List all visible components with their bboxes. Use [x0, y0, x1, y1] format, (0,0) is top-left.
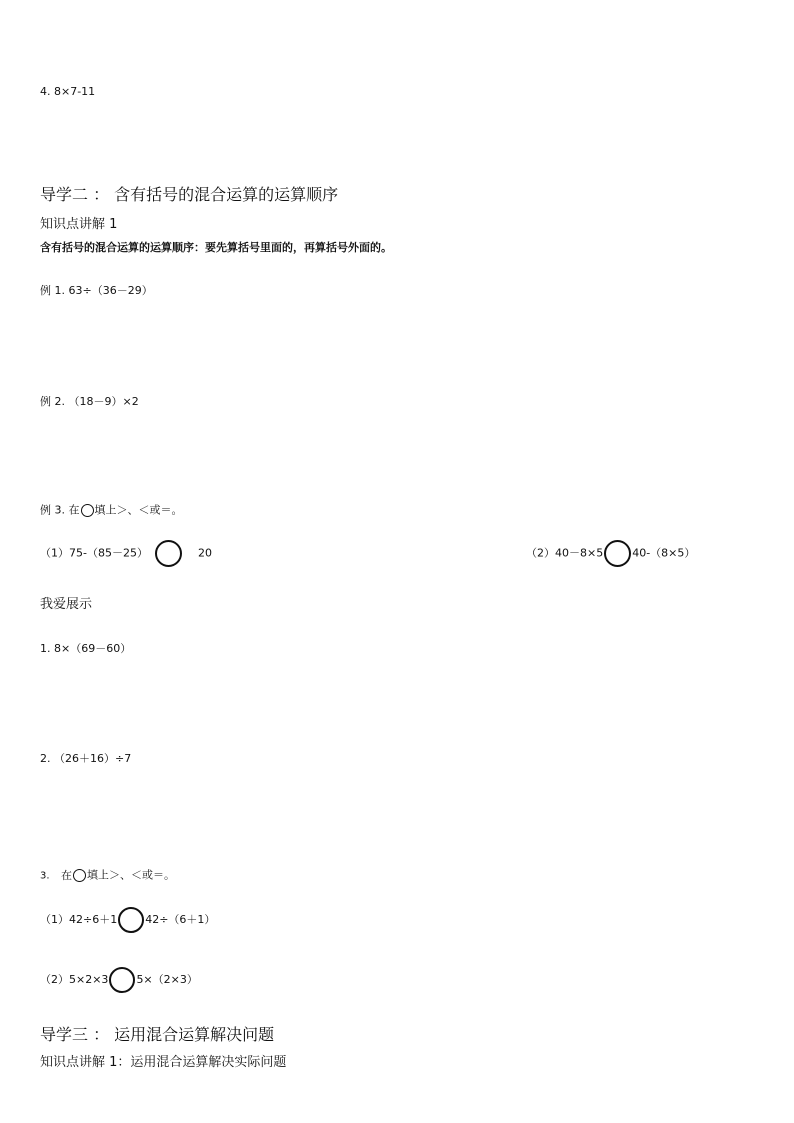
example-3-problem-1 — [40, 540, 212, 567]
example-3-suffix: 填上＞、＜或＝。 — [94, 503, 183, 517]
showcase-question-2: 2. （26＋16）÷7 — [40, 752, 132, 765]
answer-circle-blank[interactable] — [604, 540, 631, 567]
showcase-question-1: 1. 8×（69－60） — [40, 642, 132, 655]
showcase-question-3-problem-2 — [40, 967, 198, 993]
example-3-problem-2-right: 40-（8×5） — [632, 546, 696, 560]
example-3-prefix: 例 3. 在 — [40, 503, 80, 517]
section-2-knowledge-title: 知识点讲解 1 — [40, 217, 118, 232]
example-3-instruction — [40, 504, 183, 517]
showcase-question-3-problem-2-left: （2）5×2×3 — [40, 973, 109, 986]
showcase-question-3-problem-1-left: （1）42÷6＋1 — [40, 913, 118, 926]
showcase-question-3-problem-1 — [40, 907, 215, 933]
showcase-question-3-instruction — [40, 869, 175, 882]
section-2-knowledge-text: 含有括号的混合运算的运算顺序：要先算括号里面的，再算括号外面的。 — [40, 241, 392, 254]
circle-blank-icon — [81, 504, 94, 517]
answer-circle-blank[interactable] — [155, 540, 182, 567]
example-3-problem-1-right: 20 — [197, 546, 212, 560]
answer-circle-blank[interactable] — [109, 967, 135, 993]
example-1: 例 1. 63÷（36－29） — [40, 284, 153, 297]
section-2-title: 导学二 ： 含有括号的混合运算的运算顺序 — [40, 185, 339, 204]
example-3-problem-2 — [526, 540, 695, 567]
answer-circle-blank[interactable] — [118, 907, 144, 933]
showcase-question-3-problem-1-right: 42÷（6＋1） — [145, 913, 216, 926]
circle-blank-icon — [73, 869, 86, 882]
exercise-item-4: 4. 8×7-11 — [40, 85, 96, 98]
section-3-title: 导学三 ： 运用混合运算解决问题 — [40, 1025, 275, 1044]
example-3-problem-1-left: （1）75-（85－25） — [40, 546, 148, 560]
example-2: 例 2. （18－9）×2 — [40, 395, 139, 408]
showcase-question-3-number: 3. — [40, 870, 50, 882]
section-3-knowledge-text: 知识点讲解 1：运用混合运算解决实际问题 — [40, 1055, 287, 1070]
example-3-problem-2-left: （2）40－8×5 — [526, 546, 604, 560]
showcase-question-3-suffix: 填上＞、＜或＝。 — [87, 868, 176, 882]
showcase-question-3-problem-2-right: 5×（2×3） — [136, 973, 198, 986]
showcase-title: 我爱展示 — [40, 597, 93, 612]
showcase-question-3-prefix: 在 — [61, 868, 73, 882]
